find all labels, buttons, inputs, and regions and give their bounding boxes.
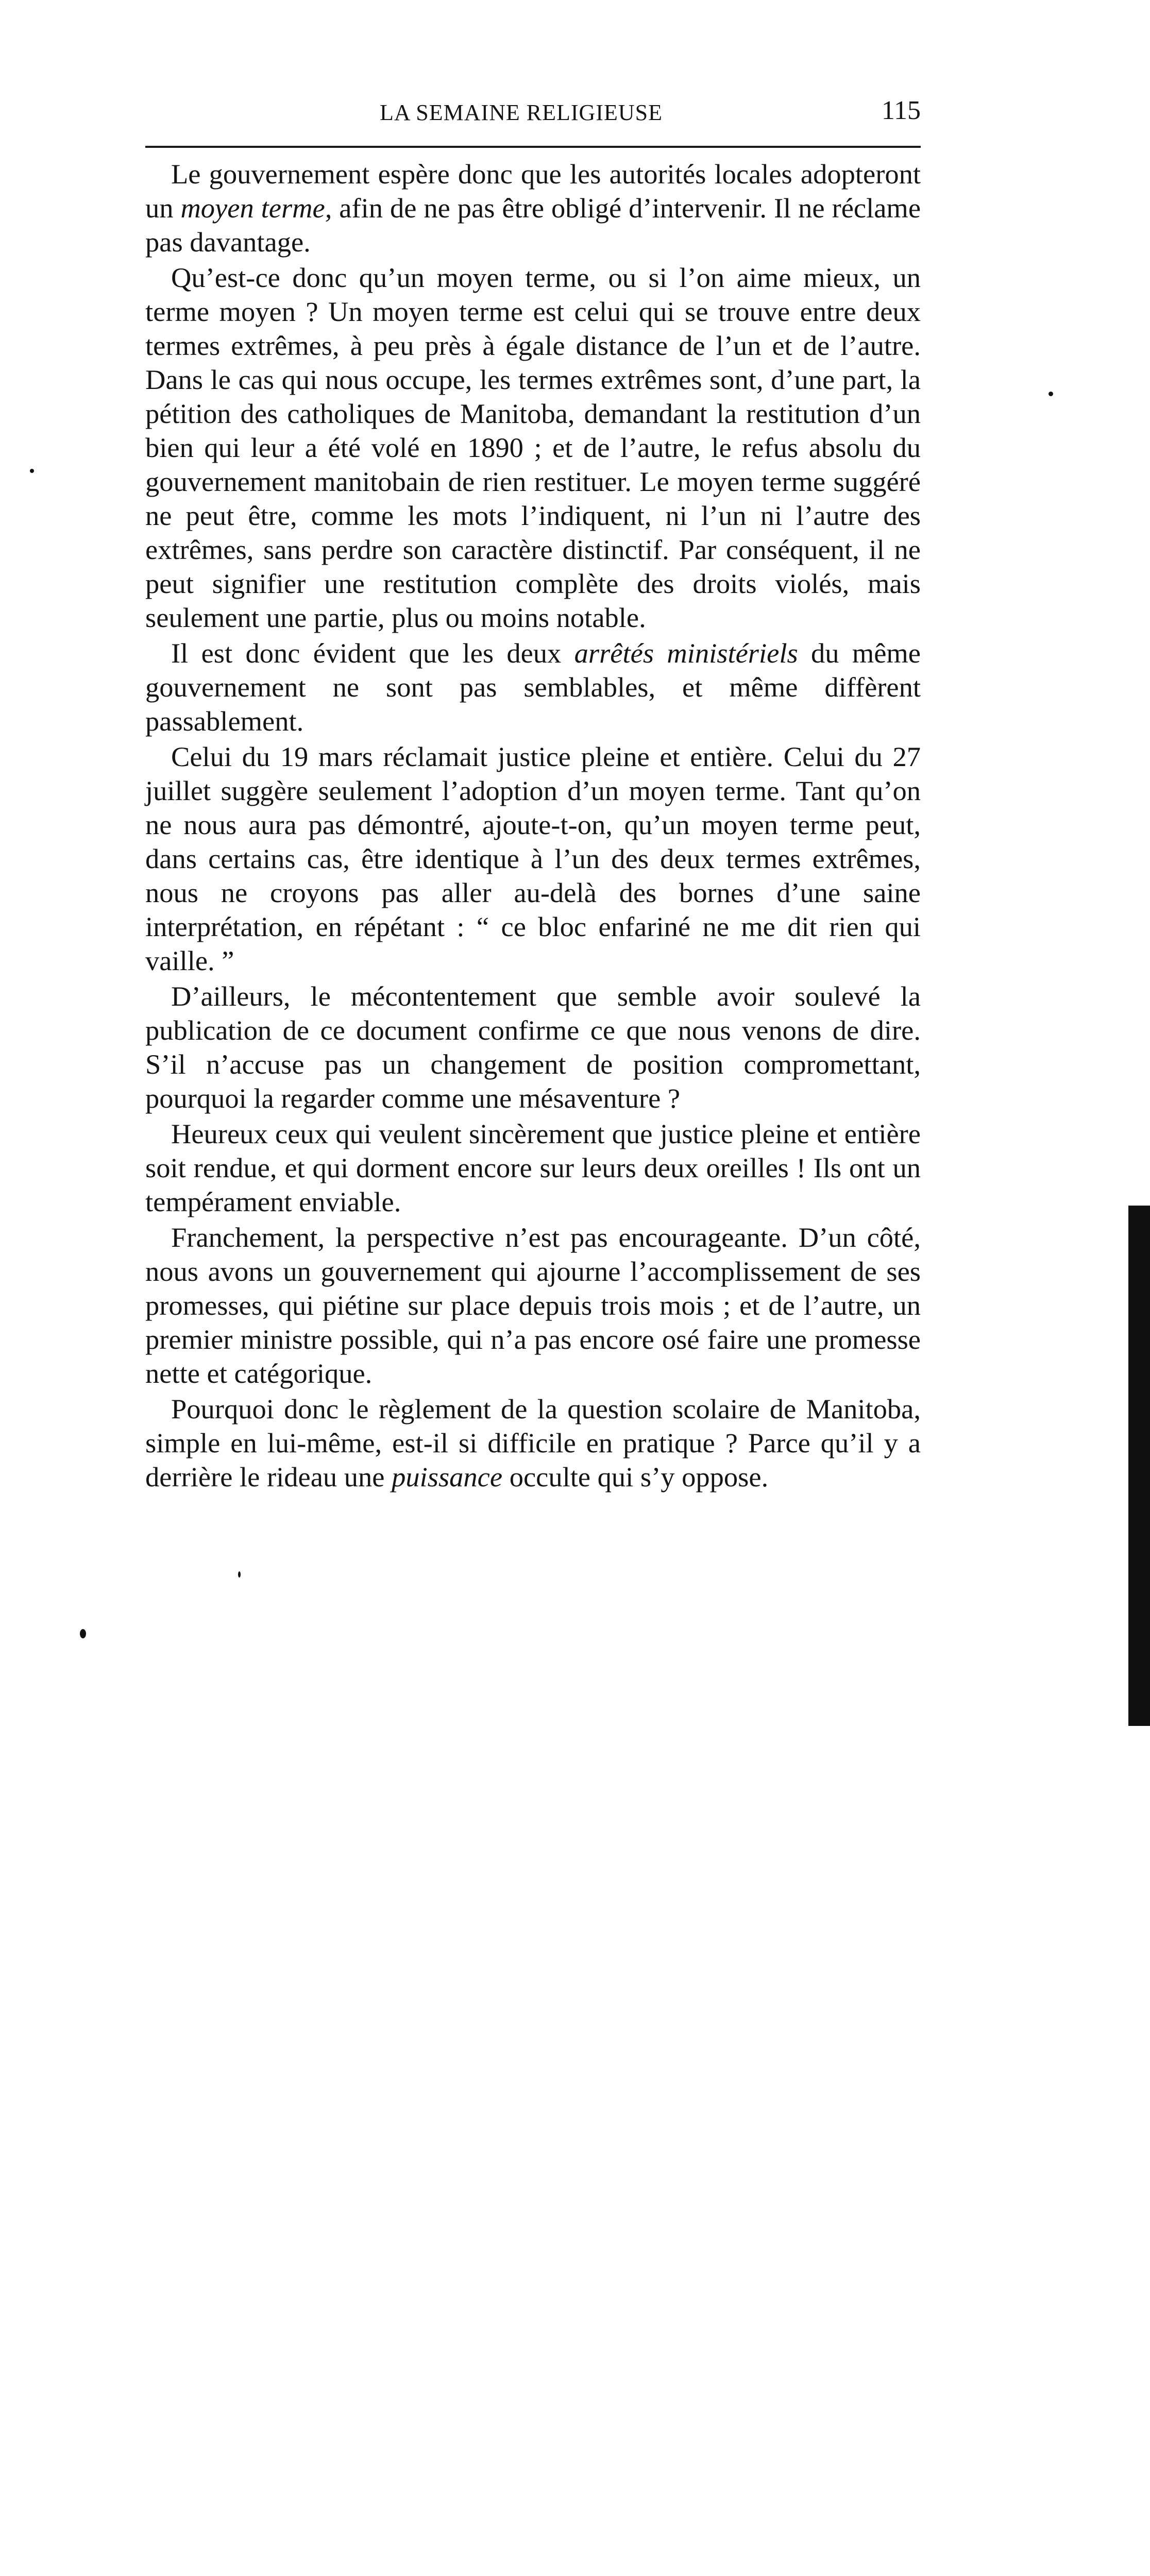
italic-phrase: arrêtés ministériels xyxy=(574,637,798,669)
paragraph-text: Il est donc évident que les deux xyxy=(171,637,574,669)
scan-edge-mark xyxy=(1128,1206,1150,1726)
page-number: 115 xyxy=(881,96,921,125)
paragraph-text: Franchement, la perspective n’est pas encourageante. D’un côté, nous avons un gouvernement qui ajourne l’accomplissement de ses promesses, qui piétine sur place depuis trois mois ; et de l’autre, un premier ministre possible, qui n’a pas encore osé faire une promesse nette et catégorique. xyxy=(145,1222,921,1389)
paragraph-text: Heureux ceux qui veulent sincèrement que justice pleine et entière soit rendue, et qui dorment encore sur leurs deux oreilles ! Ils ont un tempérament enviable. xyxy=(145,1118,921,1217)
paragraph xyxy=(145,1221,921,1391)
paragraph-text: du même gouvernement ne sont pas semblables, et même diffèrent passablement. xyxy=(145,637,921,737)
paragraph-text: Qu’est-ce donc qu’un moyen terme, ou si l’on aime mieux, un terme moyen ? Un moyen terme est celui qui se trouve entre deux termes extrêmes, à peu près à égale distance de l’un et de l’autre. Dans le cas qui nous occupe, les termes extrêmes sont, d’une part, la pétition des catholiques de Manitoba, demandant la restitution d’un bien qui leur a été volé en 1890 ; et de l’autre, le refus absolu du gouvernement manitobain de rien restituer. Le moyen terme suggéré ne peut être, comme les mots l’indiquent, ni l’un ni l’autre des extrêmes, sans perdre son caractère distinctif. Par conséquent, il ne peut signifier une restitution complète des droits violés, mais seulement une partie, plus ou moins notable. xyxy=(145,262,921,633)
paragraph-text: D’ailleurs, le mécontentement que semble avoir soulevé la publication de ce document confirme ce que nous venons de dire. S’il n’accuse pas un changement de position compromettant, pourquoi la regarder comme une mésaventure ? xyxy=(145,980,921,1114)
paragraph xyxy=(145,636,921,738)
ink-speck xyxy=(238,1571,241,1578)
ink-speck xyxy=(1048,392,1053,396)
paragraph xyxy=(145,740,921,978)
paragraph-text: Celui du 19 mars réclamait justice pleine et entière. Celui du 27 juillet suggère seulement l’adoption d’un moyen terme. Tant qu’on ne nous aura pas démontré, ajoute-t-on, qu’un moyen terme peut, dans certains cas, être identique à l’un des deux termes extrêmes, nous ne croyons pas aller au-delà des bornes d’une saine interprétation, en répétant : “ ce bloc enfariné ne me dit rien qui vaille. ” xyxy=(145,741,921,976)
paragraph-text: occulte qui s’y oppose. xyxy=(502,1461,769,1493)
paragraph xyxy=(145,1117,921,1219)
paragraph xyxy=(145,1392,921,1494)
italic-phrase: moyen terme, xyxy=(180,192,332,224)
paragraph xyxy=(145,157,921,259)
running-head xyxy=(145,95,921,129)
running-title: LA SEMAINE RELIGIEUSE xyxy=(380,100,663,125)
ink-speck xyxy=(80,1629,86,1638)
body-text xyxy=(145,157,921,1496)
paragraph-text: Pourquoi donc le règlement de la question scolaire de Manitoba, simple en lui-même, est-il si difficile en pratique ? Parce qu’il y a derrière le rideau une xyxy=(145,1393,921,1493)
header-rule xyxy=(145,146,921,148)
ink-speck xyxy=(30,469,34,473)
italic-phrase: puissance xyxy=(392,1461,503,1493)
paragraph xyxy=(145,979,921,1115)
paragraph-text: Le gouvernement espère donc que les autorités locales adopteront un xyxy=(145,158,921,224)
paragraph xyxy=(145,261,921,635)
paragraph-text: afin de ne pas être obligé d’intervenir. Il ne réclame pas davantage. xyxy=(145,192,921,258)
